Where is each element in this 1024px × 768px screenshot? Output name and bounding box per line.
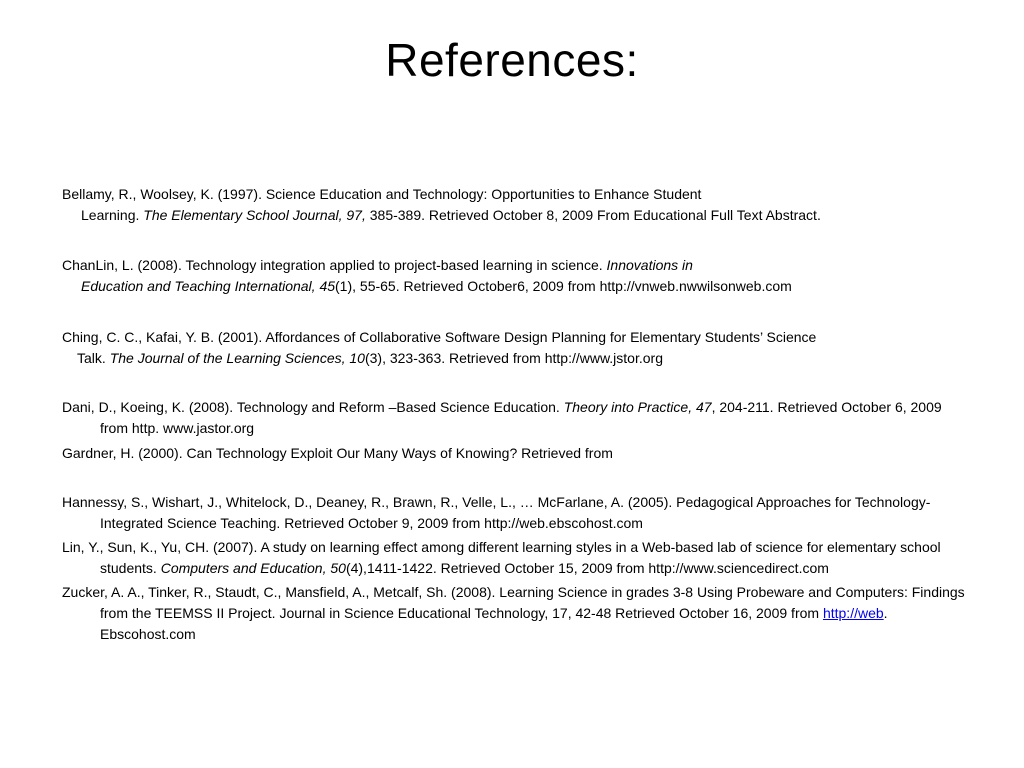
reference-lin — [62, 537, 967, 579]
reference-text: (1), 55-65. Retrieved October6, 2009 from http://vnweb.nwwilsonweb.com — [335, 278, 792, 294]
reference-line — [62, 255, 967, 276]
reference-line: Bellamy, R., Woolsey, K. (1997). Science Education and Technology: Opportunities to Enhance Student — [62, 186, 702, 202]
references-list — [62, 184, 967, 645]
reference-line — [62, 276, 967, 297]
reference-text: (3), 323-363. Retrieved from http://www.jstor.org — [364, 350, 663, 366]
slide-title: References: — [385, 34, 639, 86]
journal-title: The Elementary School Journal, 97, — [143, 207, 366, 223]
reference-zucker — [62, 582, 967, 645]
reference-text: ChanLin, L. (2008). Technology integration applied to project-based learning in science. — [62, 257, 607, 273]
reference-line — [62, 205, 967, 226]
reference-text: Lin, Y., Sun, K., Yu, CH. (2007). A study on learning effect among different learning styles in a Web-based lab of science for elementary school students. — [62, 539, 941, 576]
reference-line: Ching, C. C., Kafai, Y. B. (2001). Affordances of Collaborative Software Design Planning for Elementary Students’ Science — [62, 329, 817, 345]
reference-ching — [62, 327, 967, 369]
journal-title: Innovations in — [606, 257, 693, 273]
journal-title: Computers and Education, 50 — [160, 560, 346, 576]
reference-bellamy — [62, 184, 967, 226]
reference-text: 385-389. Retrieved October 8, 2009 From Educational Full Text Abstract. — [365, 207, 821, 223]
reference-text: Learning. — [81, 207, 144, 223]
web-link[interactable]: http://web — [822, 605, 884, 621]
journal-title: Education and Teaching International, 45 — [81, 278, 336, 294]
reference-line — [62, 348, 967, 369]
reference-dani — [62, 397, 967, 439]
reference-chanlin — [62, 255, 967, 297]
reference-hannessy: Hannessy, S., Wishart, J., Whitelock, D., Deaney, R., Brawn, R., Velle, L., … McFarlane, A. (2005). Pedagogical Approaches for Technology-Integrated Science Teaching. Retrieved October 9, 2009 from http://web.ebscohost.com — [62, 494, 931, 531]
journal-title: The Journal of the Learning Sciences, 10 — [109, 350, 365, 366]
reference-text: Dani, D., Koeing, K. (2008). Technology and Reform –Based Science Education. — [62, 399, 564, 415]
reference-text: . Ebscohost.com — [100, 605, 888, 642]
reference-text: (4),1411-1422. Retrieved October 15, 2009 from http://www.sciencedirect.com — [345, 560, 829, 576]
reference-text: Zucker, A. A., Tinker, R., Staudt, C., Mansfield, A., Metcalf, Sh. (2008). Learning Science in grades 3-8 Using Probeware and Computers: Findings from the TEEMSS II Project. Journal in Science Educational Technology, 17, 42-48 Retrieved October 16, 2009 from — [62, 584, 965, 621]
journal-title: Theory into Practice, 47 — [563, 399, 712, 415]
reference-text: Talk. — [77, 350, 110, 366]
reference-gardner: Gardner, H. (2000). Can Technology Exploit Our Many Ways of Knowing? Retrieved from — [62, 445, 613, 461]
reference-text: , 204-211. Retrieved October 6, 2009 from http. www.jastor.org — [100, 399, 942, 436]
